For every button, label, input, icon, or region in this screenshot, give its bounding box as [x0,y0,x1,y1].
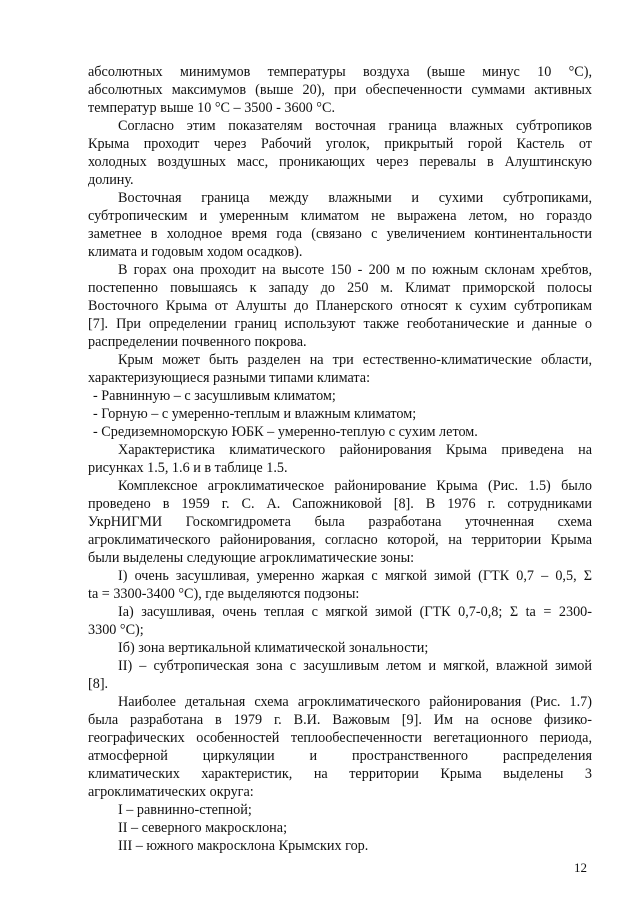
text-line: Характеристика климатического районирования Крыма приведена на [118,442,592,458]
text-line: проведено в 1959 г. С. А. Сапожниковой [8]. В 1976 г. сотрудниками [88,496,592,512]
text-line: В горах она проходит на высоте 150 - 200 м по южным склонам хребтов, [118,262,592,278]
text-line: агроклиматических округа: [88,784,254,800]
list-item: I – равнинно-степной; [118,802,252,818]
text-line: субтропическим и умеренным климатом не выражена летом, но гораздо [88,208,592,224]
list-item: III – южного макросклона Крымских гор. [118,838,369,854]
text-line: II) – субтропическая зона с засушливым летом и мягкой, влажной зимой [118,658,592,674]
text-line: Комплексное агроклиматическое районирование Крыма (Рис. 1.5) было [118,478,592,494]
text-line: распределении почвенного покрова. [88,334,307,350]
text-line: были выделены следующие агроклиматические зоны: [88,550,415,566]
text-line: заметнее в холодное время года (связано с увеличением континентальности [88,226,592,242]
text-line: была разработана в 1979 г. В.И. Важовым [9]. Им на основе физико- [88,712,592,728]
text-line: Крыма проходит через Рабочий уголок, прикрытый горой Кастель от [88,136,592,152]
text-line: абсолютных минимумов температуры воздуха (выше минус 10 °C), [88,64,592,80]
text-line: Iб) зона вертикальной климатической зональности; [118,640,429,656]
text-line: УкрНИГМИ Госкомгидромета была разработана уточненная схема [88,514,592,530]
list-item: II – северного макросклона; [118,820,288,836]
text-line: температур выше 10 °C – 3500 - 3600 °C. [88,100,335,116]
text-line: географических особенностей теплообеспеченности вегетационного периода, [88,730,592,746]
list-item: - Равнинную – с засушливым климатом; [93,388,336,404]
text-line: [8]. [88,676,109,692]
text-line: холодных воздушных масс, проникающих через перевалы в Алуштинскую [88,154,592,170]
text-line: Восточная граница между влажными и сухими субтропиками, [118,190,592,206]
list-item: - Средиземноморскую ЮБК – умеренно-теплую с сухим летом. [93,424,478,440]
text-line: характеризующиеся разными типами климата: [88,370,371,386]
text-line: ta = 3300-3400 °С), где выделяются подзоны: [88,586,360,602]
page-number: 12 [574,860,587,875]
text-line: агроклиматического районирования, согласно которой, на территории Крыма [88,532,592,548]
text-line: атмосферной циркуляции и пространственного распределения [88,748,592,764]
text-line: [7]. При определении границ используют также геоботанические и данные о [88,316,592,332]
text-line: климата и годовым ходом осадков). [88,244,303,260]
text-line: Наиболее детальная схема агроклиматического районирования (Рис. 1.7) [118,694,592,710]
text-line: абсолютных максимумов (выше 20), при обеспеченности суммами активных [88,82,592,98]
text-line: Восточного Крыма от Алушты до Планерского относят к сухим субтропикам [88,298,592,314]
list-item: - Горную – с умеренно-теплым и влажным климатом; [93,406,417,422]
text-line: долину. [88,172,134,188]
text-line: Согласно этим показателям восточная граница влажных субтропиков [118,118,592,134]
text-line: постепенно повышаясь к западу до 250 м. Климат приморской полосы [88,280,592,296]
text-line: 3300 °С); [88,622,144,638]
text-line: Крым может быть разделен на три естественно-климатические области, [118,352,592,368]
text-line: рисунках 1.5, 1.6 и в таблице 1.5. [88,460,288,476]
text-line: Iа) засушливая, очень теплая с мягкой зимой (ГТК 0,7-0,8; Σ ta = 2300- [118,604,592,620]
text-line: климатических характеристик, на территории Крыма выделены 3 [88,766,592,782]
text-line: I) очень засушливая, умеренно жаркая с мягкой зимой (ГТК 0,7 – 0,5, Σ [118,568,592,584]
